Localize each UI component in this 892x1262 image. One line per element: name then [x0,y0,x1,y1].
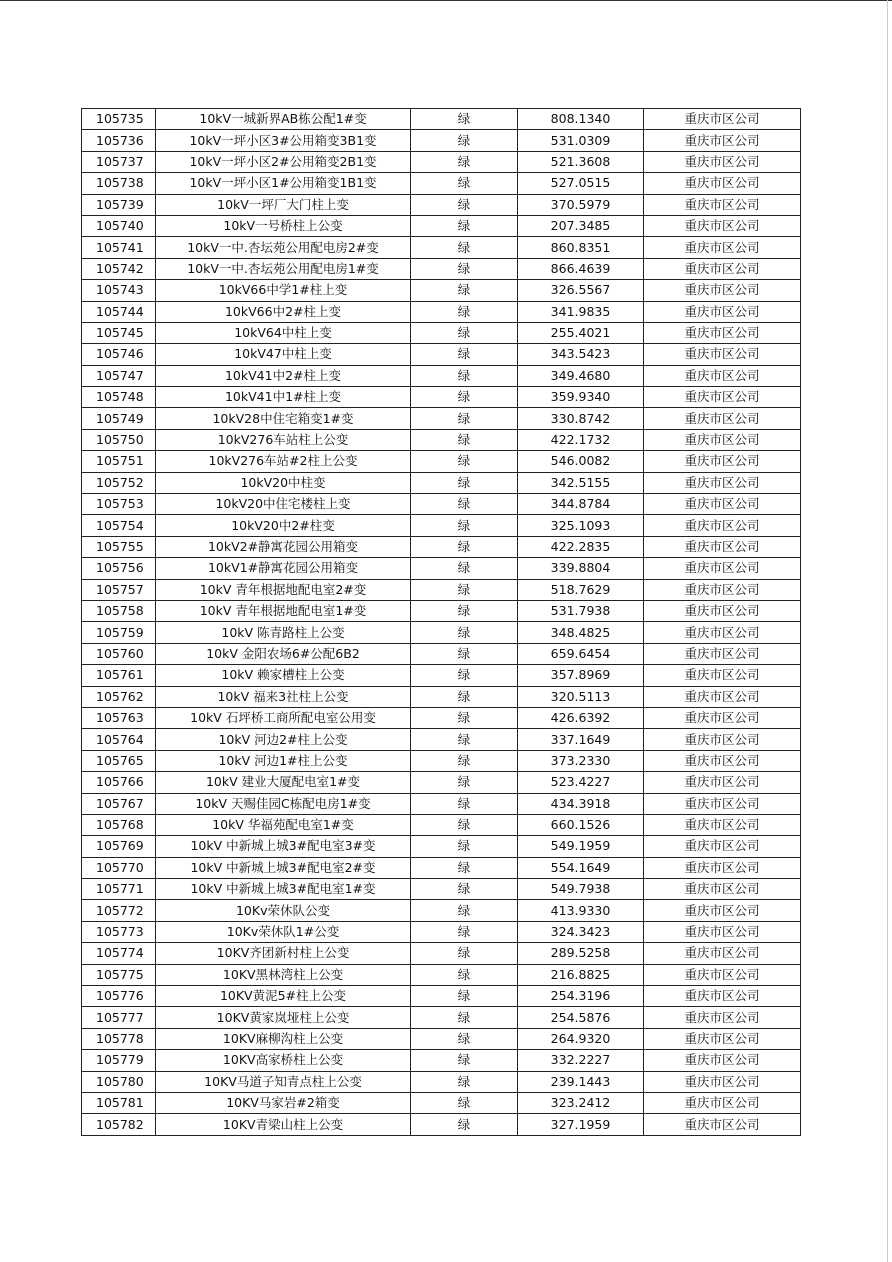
cell-transformer-name: 10kV 陈青路柱上公变 [156,622,411,643]
table-row [82,536,801,557]
cell-transformer-name: 10KV高家桥柱上公变 [156,1050,411,1071]
table-row [82,665,801,686]
table-row [82,258,801,279]
table-row [82,215,801,236]
cell-status: 绿 [411,151,518,172]
cell-company: 重庆市区公司 [644,622,801,643]
cell-value: 325.1093 [518,515,644,536]
cell-company: 重庆市区公司 [644,836,801,857]
cell-company: 重庆市区公司 [644,1114,801,1135]
cell-company: 重庆市区公司 [644,258,801,279]
cell-id: 105754 [82,515,156,536]
cell-company: 重庆市区公司 [644,600,801,621]
cell-value: 330.8742 [518,408,644,429]
cell-company: 重庆市区公司 [644,772,801,793]
cell-company: 重庆市区公司 [644,1007,801,1028]
cell-transformer-name: 10kV一坪小区3#公用箱变3B1变 [156,130,411,151]
cell-company: 重庆市区公司 [644,173,801,194]
cell-value: 860.8351 [518,237,644,258]
cell-company: 重庆市区公司 [644,194,801,215]
cell-transformer-name: 10kV 赖家槽柱上公变 [156,665,411,686]
cell-company: 重庆市区公司 [644,344,801,365]
cell-id: 105742 [82,258,156,279]
cell-status: 绿 [411,643,518,664]
table-row [82,365,801,386]
cell-id: 105756 [82,558,156,579]
cell-status: 绿 [411,429,518,450]
table-row [82,1028,801,1049]
cell-value: 546.0082 [518,451,644,472]
cell-status: 绿 [411,173,518,194]
cell-value: 426.6392 [518,707,644,728]
cell-status: 绿 [411,986,518,1007]
cell-transformer-name: 10kV28中住宅箱变1#变 [156,408,411,429]
cell-status: 绿 [411,472,518,493]
cell-status: 绿 [411,707,518,728]
cell-transformer-name: 10kV 河边2#柱上公变 [156,729,411,750]
cell-id: 105749 [82,408,156,429]
table-row [82,237,801,258]
table-body [82,109,801,1136]
cell-status: 绿 [411,772,518,793]
cell-id: 105745 [82,322,156,343]
cell-status: 绿 [411,194,518,215]
cell-value: 349.4680 [518,365,644,386]
cell-status: 绿 [411,258,518,279]
cell-status: 绿 [411,1007,518,1028]
cell-status: 绿 [411,857,518,878]
table-row [82,387,801,408]
cell-id: 105767 [82,793,156,814]
cell-transformer-name: 10kV20中2#柱变 [156,515,411,536]
cell-transformer-name: 10kV2#静寓花园公用箱变 [156,536,411,557]
cell-id: 105735 [82,109,156,130]
cell-status: 绿 [411,1050,518,1071]
cell-status: 绿 [411,344,518,365]
cell-company: 重庆市区公司 [644,130,801,151]
cell-value: 659.6454 [518,643,644,664]
cell-value: 344.8784 [518,494,644,515]
table-row [82,109,801,130]
cell-status: 绿 [411,408,518,429]
cell-id: 105777 [82,1007,156,1028]
cell-id: 105776 [82,986,156,1007]
cell-company: 重庆市区公司 [644,1092,801,1113]
cell-transformer-name: 10kV 中新城上城3#配电室1#变 [156,879,411,900]
table-row [82,1050,801,1071]
cell-value: 323.2412 [518,1092,644,1113]
cell-id: 105748 [82,387,156,408]
cell-value: 866.4639 [518,258,644,279]
cell-id: 105769 [82,836,156,857]
cell-value: 413.9330 [518,900,644,921]
cell-value: 289.5258 [518,943,644,964]
cell-value: 422.1732 [518,429,644,450]
cell-transformer-name: 10kV20中柱变 [156,472,411,493]
cell-id: 105740 [82,215,156,236]
cell-transformer-name: 10KV黄家岚垭柱上公变 [156,1007,411,1028]
cell-id: 105765 [82,750,156,771]
cell-value: 207.3485 [518,215,644,236]
cell-id: 105737 [82,151,156,172]
table-row [82,280,801,301]
cell-value: 549.1959 [518,836,644,857]
table-row [82,451,801,472]
cell-status: 绿 [411,900,518,921]
cell-transformer-name: 10kV66中2#柱上变 [156,301,411,322]
cell-company: 重庆市区公司 [644,1050,801,1071]
table-row [82,772,801,793]
cell-value: 527.0515 [518,173,644,194]
cell-transformer-name: 10kV20中住宅楼柱上变 [156,494,411,515]
cell-company: 重庆市区公司 [644,322,801,343]
cell-id: 105744 [82,301,156,322]
cell-transformer-name: 10kV 华福苑配电室1#变 [156,814,411,835]
table-row [82,579,801,600]
cell-transformer-name: 10kV 青年根据地配电室1#变 [156,600,411,621]
cell-transformer-name: 10kV1#静寓花园公用箱变 [156,558,411,579]
table-row [82,1071,801,1092]
table-row [82,986,801,1007]
cell-status: 绿 [411,964,518,985]
cell-transformer-name: 10kV41中1#柱上变 [156,387,411,408]
cell-transformer-name: 10kV一城新界AB栋公配1#变 [156,109,411,130]
cell-value: 254.3196 [518,986,644,1007]
cell-value: 808.1340 [518,109,644,130]
cell-value: 531.7938 [518,600,644,621]
cell-value: 239.1443 [518,1071,644,1092]
cell-company: 重庆市区公司 [644,365,801,386]
cell-id: 105771 [82,879,156,900]
cell-transformer-name: 10KV黄泥5#柱上公变 [156,986,411,1007]
cell-transformer-name: 10kV 建业大厦配电室1#变 [156,772,411,793]
table-row [82,729,801,750]
cell-id: 105739 [82,194,156,215]
cell-value: 531.0309 [518,130,644,151]
cell-id: 105763 [82,707,156,728]
cell-transformer-name: 10kV64中柱上变 [156,322,411,343]
table-row [82,622,801,643]
cell-id: 105761 [82,665,156,686]
cell-status: 绿 [411,729,518,750]
cell-transformer-name: 10kV276车站#2柱上公变 [156,451,411,472]
cell-transformer-name: 10kV 福来3社柱上公变 [156,686,411,707]
cell-status: 绿 [411,943,518,964]
cell-status: 绿 [411,536,518,557]
table-row [82,151,801,172]
cell-status: 绿 [411,750,518,771]
cell-transformer-name: 10KV麻柳沟柱上公变 [156,1028,411,1049]
cell-id: 105747 [82,365,156,386]
cell-transformer-name: 10KV齐团新村柱上公变 [156,943,411,964]
cell-id: 105764 [82,729,156,750]
cell-transformer-name: 10kV一号桥柱上公变 [156,215,411,236]
cell-company: 重庆市区公司 [644,429,801,450]
cell-value: 342.5155 [518,472,644,493]
cell-value: 332.2227 [518,1050,644,1071]
table-row [82,814,801,835]
cell-transformer-name: 10kV66中学1#柱上变 [156,280,411,301]
cell-company: 重庆市区公司 [644,729,801,750]
table-row [82,686,801,707]
page-top-border [0,0,892,1]
cell-status: 绿 [411,686,518,707]
cell-id: 105751 [82,451,156,472]
cell-value: 348.4825 [518,622,644,643]
cell-transformer-name: 10kV 青年根据地配电室2#变 [156,579,411,600]
table-row [82,879,801,900]
cell-company: 重庆市区公司 [644,857,801,878]
table-row [82,429,801,450]
cell-value: 216.8825 [518,964,644,985]
cell-status: 绿 [411,387,518,408]
cell-company: 重庆市区公司 [644,900,801,921]
cell-value: 554.1649 [518,857,644,878]
cell-value: 324.3423 [518,921,644,942]
cell-status: 绿 [411,515,518,536]
cell-value: 422.2835 [518,536,644,557]
cell-id: 105770 [82,857,156,878]
cell-value: 549.7938 [518,879,644,900]
table-row [82,1114,801,1135]
table-row [82,1092,801,1113]
cell-value: 357.8969 [518,665,644,686]
cell-company: 重庆市区公司 [644,1028,801,1049]
cell-id: 105760 [82,643,156,664]
cell-transformer-name: 10kV 金阳农场6#公配6B2 [156,643,411,664]
cell-transformer-name: 10KV马家岩#2箱变 [156,1092,411,1113]
cell-id: 105743 [82,280,156,301]
cell-status: 绿 [411,814,518,835]
cell-id: 105738 [82,173,156,194]
table-row [82,900,801,921]
cell-transformer-name: 10Kv荣休队1#公变 [156,921,411,942]
table-row [82,707,801,728]
cell-transformer-name: 10kV41中2#柱上变 [156,365,411,386]
cell-value: 327.1959 [518,1114,644,1135]
cell-transformer-name: 10kV一坪小区2#公用箱变2B1变 [156,151,411,172]
cell-company: 重庆市区公司 [644,515,801,536]
table-row [82,130,801,151]
cell-id: 105779 [82,1050,156,1071]
cell-status: 绿 [411,301,518,322]
table-row [82,173,801,194]
table-row [82,793,801,814]
table-row [82,515,801,536]
cell-company: 重庆市区公司 [644,151,801,172]
cell-status: 绿 [411,1028,518,1049]
cell-company: 重庆市区公司 [644,215,801,236]
cell-status: 绿 [411,280,518,301]
cell-company: 重庆市区公司 [644,109,801,130]
cell-id: 105780 [82,1071,156,1092]
cell-value: 343.5423 [518,344,644,365]
cell-transformer-name: 10kV 中新城上城3#配电室2#变 [156,857,411,878]
cell-id: 105772 [82,900,156,921]
cell-value: 341.9835 [518,301,644,322]
cell-company: 重庆市区公司 [644,665,801,686]
cell-status: 绿 [411,322,518,343]
cell-company: 重庆市区公司 [644,237,801,258]
cell-id: 105766 [82,772,156,793]
cell-company: 重庆市区公司 [644,558,801,579]
cell-status: 绿 [411,600,518,621]
cell-company: 重庆市区公司 [644,986,801,1007]
table-row [82,750,801,771]
cell-status: 绿 [411,1114,518,1135]
cell-company: 重庆市区公司 [644,643,801,664]
cell-value: 255.4021 [518,322,644,343]
cell-id: 105768 [82,814,156,835]
cell-transformer-name: 10kV一坪厂大门柱上变 [156,194,411,215]
page-right-edge [887,0,888,1262]
cell-id: 105781 [82,1092,156,1113]
cell-id: 105759 [82,622,156,643]
cell-transformer-name: 10kV一中.杏坛苑公用配电房1#变 [156,258,411,279]
cell-transformer-name: 10kV 河边1#柱上公变 [156,750,411,771]
cell-transformer-name: 10Kv荣休队公变 [156,900,411,921]
cell-id: 105758 [82,600,156,621]
cell-id: 105752 [82,472,156,493]
table-row [82,921,801,942]
table-row [82,494,801,515]
cell-status: 绿 [411,793,518,814]
cell-company: 重庆市区公司 [644,387,801,408]
cell-status: 绿 [411,109,518,130]
cell-id: 105746 [82,344,156,365]
cell-id: 105782 [82,1114,156,1135]
cell-transformer-name: 10kV47中柱上变 [156,344,411,365]
cell-company: 重庆市区公司 [644,280,801,301]
cell-company: 重庆市区公司 [644,301,801,322]
cell-id: 105741 [82,237,156,258]
cell-transformer-name: 10kV 天赐佳园C栋配电房1#变 [156,793,411,814]
cell-id: 105755 [82,536,156,557]
cell-company: 重庆市区公司 [644,686,801,707]
cell-status: 绿 [411,836,518,857]
cell-company: 重庆市区公司 [644,964,801,985]
table-row [82,964,801,985]
cell-value: 660.1526 [518,814,644,835]
cell-status: 绿 [411,494,518,515]
cell-status: 绿 [411,1071,518,1092]
cell-transformer-name: 10KV马道子知青点柱上公变 [156,1071,411,1092]
cell-value: 264.9320 [518,1028,644,1049]
cell-id: 105736 [82,130,156,151]
cell-company: 重庆市区公司 [644,472,801,493]
cell-value: 370.5979 [518,194,644,215]
cell-company: 重庆市区公司 [644,494,801,515]
cell-id: 105773 [82,921,156,942]
cell-company: 重庆市区公司 [644,707,801,728]
cell-status: 绿 [411,558,518,579]
cell-company: 重庆市区公司 [644,814,801,835]
cell-id: 105757 [82,579,156,600]
cell-company: 重庆市区公司 [644,536,801,557]
table-row [82,943,801,964]
cell-status: 绿 [411,622,518,643]
cell-company: 重庆市区公司 [644,1071,801,1092]
cell-value: 339.8804 [518,558,644,579]
cell-transformer-name: 10KV黑林湾柱上公变 [156,964,411,985]
table-row [82,408,801,429]
cell-value: 373.2330 [518,750,644,771]
cell-status: 绿 [411,665,518,686]
cell-company: 重庆市区公司 [644,921,801,942]
cell-id: 105778 [82,1028,156,1049]
table-row [82,1007,801,1028]
cell-status: 绿 [411,879,518,900]
cell-value: 521.3608 [518,151,644,172]
cell-transformer-name: 10kV一坪小区1#公用箱变1B1变 [156,173,411,194]
cell-company: 重庆市区公司 [644,943,801,964]
cell-status: 绿 [411,579,518,600]
table-row [82,322,801,343]
cell-company: 重庆市区公司 [644,408,801,429]
cell-status: 绿 [411,130,518,151]
cell-value: 320.5113 [518,686,644,707]
cell-id: 105774 [82,943,156,964]
cell-id: 105750 [82,429,156,450]
cell-value: 434.3918 [518,793,644,814]
cell-status: 绿 [411,451,518,472]
table-row [82,194,801,215]
cell-company: 重庆市区公司 [644,579,801,600]
cell-id: 105762 [82,686,156,707]
cell-status: 绿 [411,237,518,258]
cell-value: 326.5567 [518,280,644,301]
cell-transformer-name: 10kV 石坪桥工商所配电室公用变 [156,707,411,728]
cell-company: 重庆市区公司 [644,750,801,771]
cell-value: 518.7629 [518,579,644,600]
cell-id: 105753 [82,494,156,515]
cell-company: 重庆市区公司 [644,793,801,814]
cell-status: 绿 [411,1092,518,1113]
cell-transformer-name: 10kV 中新城上城3#配电室3#变 [156,836,411,857]
table-row [82,857,801,878]
table-row [82,344,801,365]
cell-transformer-name: 10kV一中.杏坛苑公用配电房2#变 [156,237,411,258]
cell-value: 523.4227 [518,772,644,793]
cell-value: 337.1649 [518,729,644,750]
cell-company: 重庆市区公司 [644,879,801,900]
cell-transformer-name: 10kV276车站柱上公变 [156,429,411,450]
cell-value: 359.9340 [518,387,644,408]
table-row [82,558,801,579]
cell-company: 重庆市区公司 [644,451,801,472]
cell-status: 绿 [411,215,518,236]
table-row [82,472,801,493]
table-row [82,836,801,857]
cell-status: 绿 [411,365,518,386]
table-row [82,600,801,621]
transformer-table [81,108,801,1136]
cell-transformer-name: 10KV青梁山柱上公变 [156,1114,411,1135]
cell-value: 254.5876 [518,1007,644,1028]
table-row [82,643,801,664]
table-row [82,301,801,322]
cell-status: 绿 [411,921,518,942]
cell-id: 105775 [82,964,156,985]
